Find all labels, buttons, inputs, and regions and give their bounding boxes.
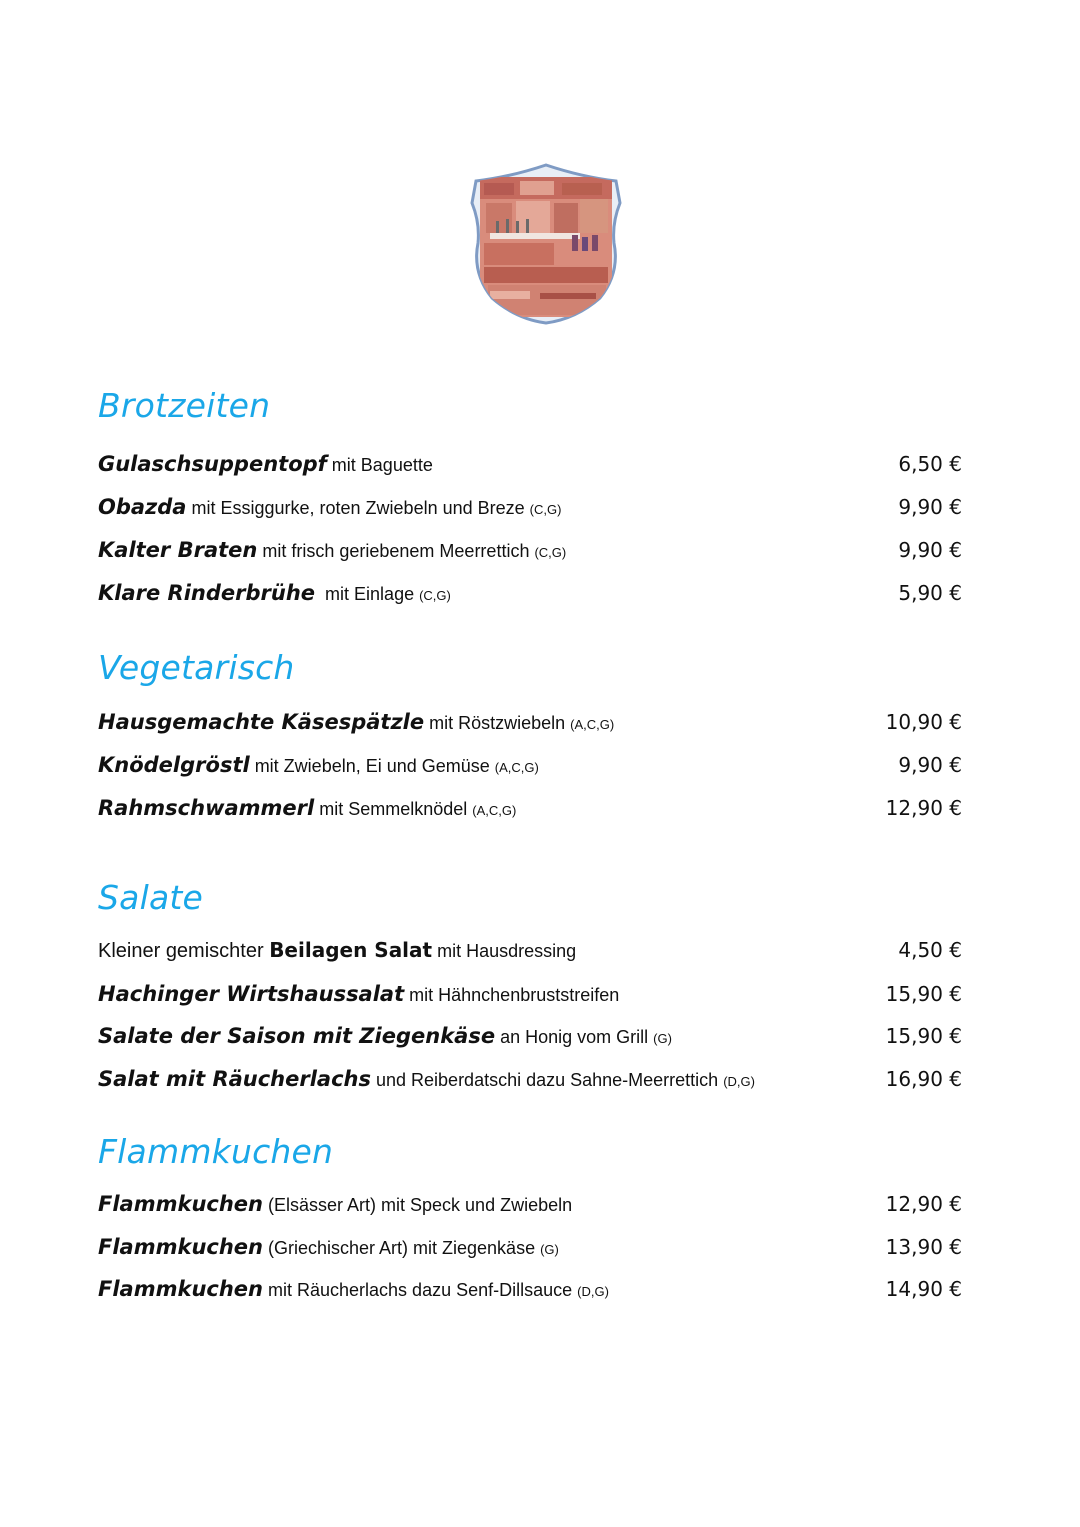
- dish-name: Knödelgröstl: [98, 753, 250, 777]
- menu-item-row: [98, 938, 962, 968]
- dish-description: mit Hausdressing: [432, 941, 577, 961]
- dish-description: mit Einlage: [315, 584, 420, 604]
- dish-price: 5,90 €: [898, 581, 962, 605]
- allergen-codes: (G): [653, 1031, 672, 1046]
- dish-name: Beilagen Salat: [269, 938, 433, 962]
- dish-name: Kalter Braten: [98, 538, 258, 562]
- dish-price: 15,90 €: [885, 982, 962, 1006]
- dish-description: mit Röstzwiebeln: [424, 713, 571, 733]
- dish-name: Klare Rinderbrühe: [98, 581, 316, 605]
- dish-price: 16,90 €: [885, 1067, 962, 1091]
- dish-name: Gulaschsuppentopf: [98, 452, 327, 476]
- dish-description: mit Baguette: [326, 455, 433, 475]
- dish-name: Flammkuchen: [98, 1235, 263, 1259]
- allergen-codes: (A,C,G): [494, 760, 539, 775]
- dish-description: mit Essiggurke, roten Zwiebeln und Breze: [186, 498, 530, 518]
- dish-name: Flammkuchen: [98, 1277, 263, 1301]
- dish-description: mit Semmelknödel: [314, 799, 473, 819]
- dish-price: 13,90 €: [885, 1235, 962, 1259]
- allergen-codes: (G): [540, 1242, 559, 1257]
- dish-price: 9,90 €: [898, 538, 962, 562]
- allergen-codes: (C,G): [419, 588, 451, 603]
- menu-item-row: [98, 1235, 962, 1265]
- menu-item-row: [98, 1024, 962, 1054]
- allergen-codes: (A,C,G): [472, 803, 517, 818]
- dish-name: Salate der Saison mit Ziegenkäse: [98, 1024, 496, 1048]
- allergen-codes: (D,G): [577, 1284, 609, 1299]
- menu-item-row: [98, 1067, 962, 1097]
- menu-item-row: [98, 452, 962, 482]
- dish-price: 10,90 €: [885, 710, 962, 734]
- dish-description: an Honig vom Grill: [495, 1027, 654, 1047]
- allergen-codes: (A,C,G): [570, 717, 615, 732]
- allergen-codes: (D,G): [723, 1074, 755, 1089]
- dish-description: mit frisch geriebenem Meerrettich: [257, 541, 535, 561]
- menu-item-row: [98, 538, 962, 568]
- allergen-codes: (C,G): [529, 502, 562, 517]
- dish-description: (Griechischer Art) mit Ziegenkäse: [263, 1238, 541, 1258]
- dish-name: Flammkuchen: [98, 1192, 263, 1216]
- dish-description: und Reiberdatschi dazu Sahne-Meerrettich: [371, 1070, 724, 1090]
- dish-price: 9,90 €: [898, 495, 962, 519]
- section-title-brotzeiten: Brotzeiten: [98, 386, 271, 425]
- dish-name: Rahmschwammerl: [98, 796, 315, 820]
- dish-price: 4,50 €: [898, 938, 962, 962]
- dish-price: 15,90 €: [885, 1024, 962, 1048]
- dish-description: mit Zwiebeln, Ei und Gemüse: [249, 756, 495, 776]
- menu-item-row: [98, 710, 962, 740]
- menu-item-row: [98, 1192, 962, 1222]
- menu-item-row: [98, 982, 962, 1012]
- dish-name: Obazda: [98, 495, 187, 519]
- allergen-codes: (C,G): [534, 545, 567, 560]
- menu-item-row: [98, 753, 962, 783]
- menu-item-row: [98, 495, 962, 525]
- dish-description: mit Räucherlachs dazu Senf-Dillsauce: [263, 1280, 578, 1300]
- dish-prefix: Kleiner gemischter: [98, 940, 270, 962]
- dish-name: Salat mit Räucherlachs: [98, 1067, 371, 1091]
- dish-price: 12,90 €: [885, 796, 962, 820]
- dish-price: 9,90 €: [898, 753, 962, 777]
- section-title-flammkuchen: Flammkuchen: [98, 1132, 334, 1171]
- dish-name: Hausgemachte Käsespätzle: [98, 710, 425, 734]
- dish-name: Hachinger Wirtshaussalat: [98, 982, 405, 1006]
- dish-description: (Elsässer Art) mit Speck und Zwiebeln: [263, 1195, 573, 1215]
- dish-price: 14,90 €: [885, 1277, 962, 1301]
- menu-item-row: [98, 796, 962, 826]
- dish-description: mit Hähnchenbruststreifen: [404, 985, 620, 1005]
- section-title-vegetarisch: Vegetarisch: [98, 648, 295, 687]
- menu-item-row: [98, 581, 962, 611]
- restaurant-crest-logo: [470, 163, 622, 325]
- dish-price: 12,90 €: [885, 1192, 962, 1216]
- menu-item-row: [98, 1277, 962, 1307]
- dish-price: 6,50 €: [898, 452, 962, 476]
- section-title-salate: Salate: [98, 878, 204, 917]
